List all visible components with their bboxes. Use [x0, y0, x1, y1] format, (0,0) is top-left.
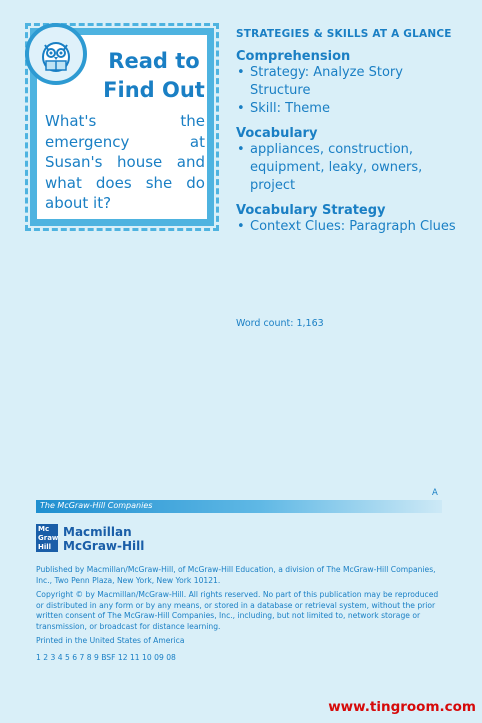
mcgraw-hill-logo-mark: Mc Graw Hill — [38, 525, 59, 551]
strategies-title: STRATEGIES & SKILLS AT A GLANCE — [236, 28, 452, 40]
copyright-text: Copyright © by Macmillan/McGraw-Hill. All rights reserved. No part of this publication may be reproduced or distributed in any form or by any means, or stored in a database or retrieval system, without the prior written consent of The McGraw-Hill Companies, Inc., including, but not limited to, network storage or transmission, or broadcast for distance learning. — [36, 590, 439, 631]
section-heading-vocabulary: Vocabulary — [236, 126, 318, 141]
vocabulary-strategy-list — [236, 218, 456, 236]
list-item: • Skill: Theme — [236, 100, 456, 118]
word-count: Word count: 1,163 — [236, 318, 324, 329]
list-item: • Context Clues: Paragraph Clues — [236, 218, 456, 236]
printed-in-text: Printed in the United States of America — [36, 636, 185, 645]
section-heading-comprehension: Comprehension — [236, 49, 351, 64]
vocabulary-list — [236, 141, 456, 195]
comprehension-list — [236, 64, 456, 118]
list-item: • appliances, construction, equipment, leaky, owners, project — [236, 141, 456, 195]
publisher-band — [36, 500, 442, 513]
publisher-band-text: The McGraw-Hill Companies — [40, 501, 153, 510]
printing-number-line: 1 2 3 4 5 6 7 8 9 BSF 12 11 10 09 08 — [36, 653, 176, 662]
list-item: • Strategy: Analyze Story Structure — [236, 64, 456, 100]
section-heading-vocabulary-strategy: Vocabulary Strategy — [236, 203, 386, 218]
level-letter: A — [432, 488, 438, 498]
publisher-name: Macmillan McGraw-Hill — [63, 525, 145, 553]
read-to-find-out-box — [30, 28, 214, 226]
site-watermark: www.tingroom.com — [328, 699, 476, 715]
owl-reading-icon — [25, 23, 87, 85]
published-by-text: Published by Macmillan/McGraw-Hill, of McGraw-Hill Education, a division of The McGraw-Hill Companies, Inc., Two Penn Plaza, New York, New York 10121. — [36, 565, 436, 585]
read-to-find-out-question: What's the emergency at Susan's house and what does she do about it? — [45, 112, 205, 212]
read-to-find-out-title: Read to Find Out — [103, 49, 205, 102]
strategies-panel — [236, 28, 456, 244]
